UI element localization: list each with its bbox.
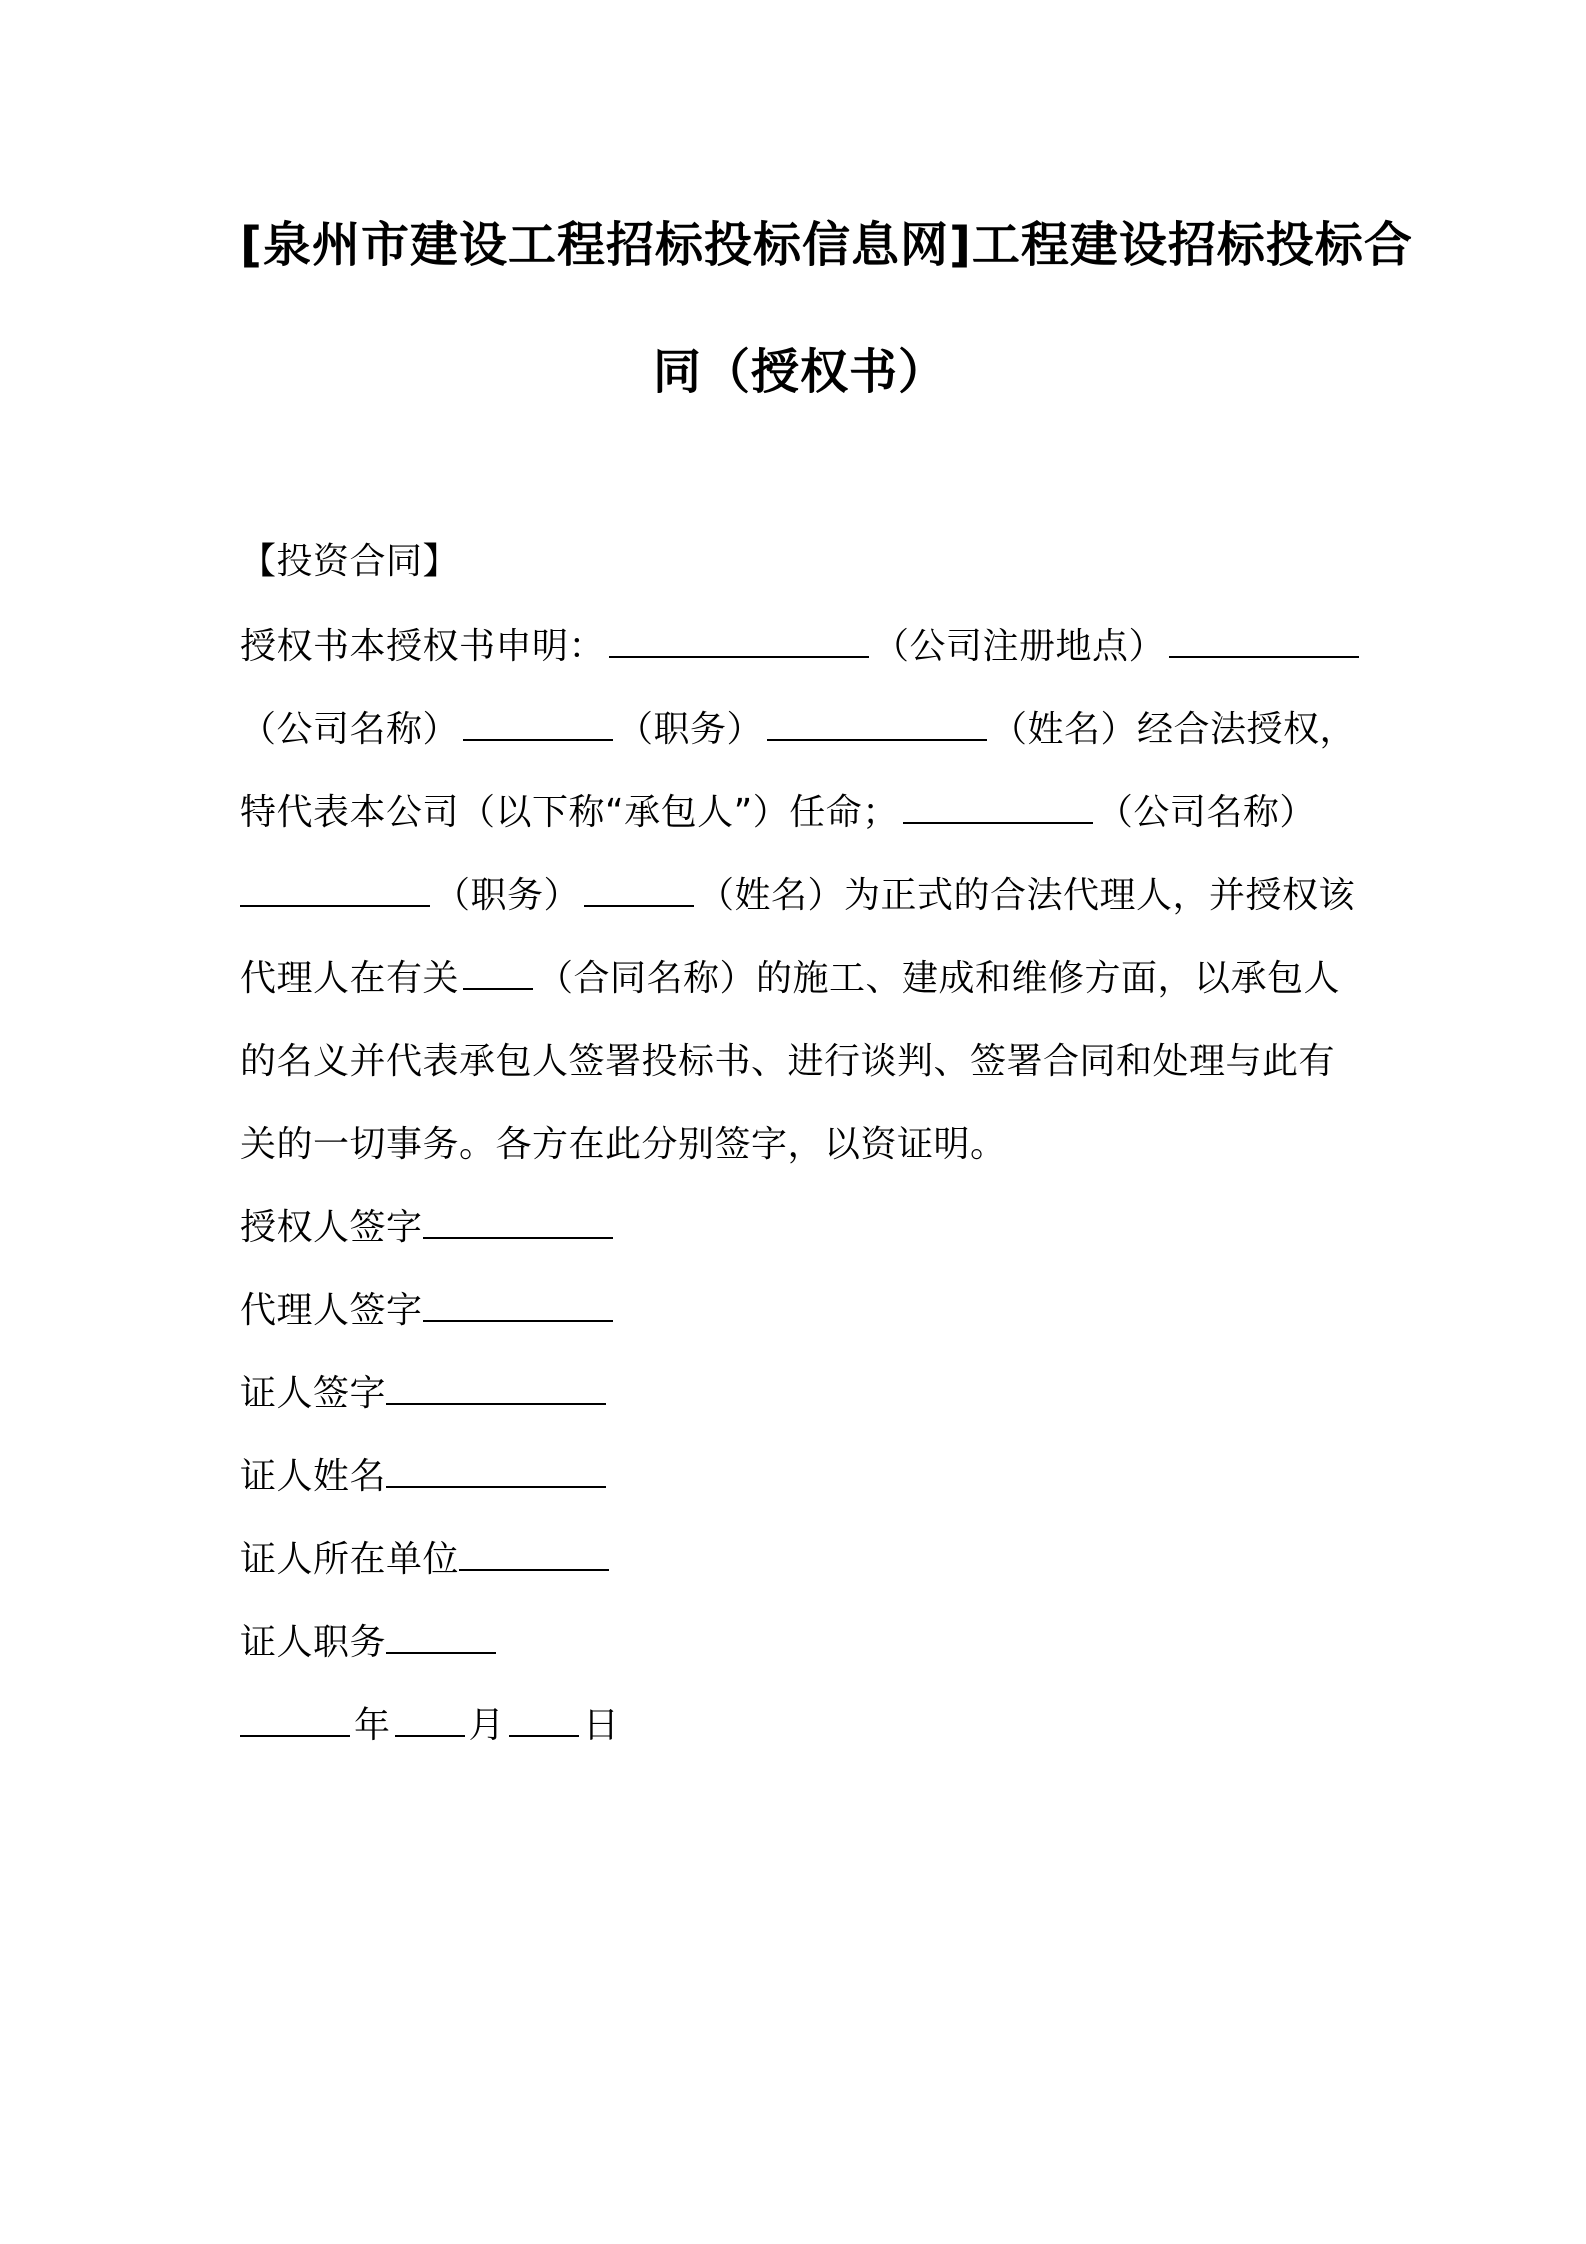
document-title-line-1: [泉州市建设工程招标投标信息网]工程建设招标投标合 xyxy=(240,217,1413,273)
witness-unit-label: 证人所在单位 xyxy=(240,1539,460,1580)
witness-signature-label: 证人签字 xyxy=(240,1373,387,1414)
agent-signature-label: 代理人签字 xyxy=(240,1290,423,1331)
text-segment: （公司名称） xyxy=(1096,792,1316,833)
witness-name-line xyxy=(240,1455,1360,1499)
paragraph-line-3 xyxy=(240,791,1360,835)
blank-name-2[interactable] xyxy=(584,875,694,907)
witness-unit-line xyxy=(240,1538,1360,1582)
blank-name-1[interactable] xyxy=(767,709,987,741)
date-line xyxy=(240,1704,1360,1748)
text-segment: （姓名）经合法授权， xyxy=(991,709,1357,750)
text-segment: 授权书本授权书申明： xyxy=(240,626,606,667)
day-blank[interactable] xyxy=(509,1705,579,1737)
witness-title-line xyxy=(240,1621,1360,1665)
text-segment: （职务） xyxy=(434,875,581,916)
text-segment: （公司注册地点） xyxy=(873,626,1166,667)
month-blank[interactable] xyxy=(395,1705,465,1737)
agent-signature-blank[interactable] xyxy=(423,1290,613,1322)
month-label: 月 xyxy=(468,1705,506,1746)
day-label: 日 xyxy=(583,1705,620,1746)
text-segment: （姓名）为正式的合法代理人，并授权该 xyxy=(698,875,1356,916)
year-blank[interactable] xyxy=(240,1705,350,1737)
witness-title-blank[interactable] xyxy=(386,1622,496,1654)
witness-signature-line xyxy=(240,1372,1360,1416)
document-title-line-2: 同（授权书） xyxy=(652,344,947,400)
text-segment: （合同名称）的施工、建成和维修方面，以承包人 xyxy=(537,958,1341,999)
year-label: 年 xyxy=(354,1705,391,1746)
blank-company-address[interactable] xyxy=(609,626,869,658)
text-segment: （职务） xyxy=(617,709,764,750)
witness-signature-blank[interactable] xyxy=(386,1373,606,1405)
text-segment: 特代表本公司（以下称“承包人”）任命； xyxy=(240,792,899,833)
authorizer-signature-line xyxy=(240,1206,1360,1250)
blank-position-2[interactable] xyxy=(240,875,430,907)
paragraph-line-1 xyxy=(240,625,1360,669)
witness-name-blank[interactable] xyxy=(386,1456,606,1488)
witness-title-label: 证人职务 xyxy=(240,1622,387,1663)
blank-position-1[interactable] xyxy=(463,709,613,741)
witness-name-label: 证人姓名 xyxy=(240,1456,387,1497)
blank-contract-name[interactable] xyxy=(463,958,533,990)
paragraph-line-4 xyxy=(240,874,1360,918)
text-segment: （公司名称） xyxy=(240,709,460,750)
agent-signature-line xyxy=(240,1289,1360,1333)
section-label: 【投资合同】 xyxy=(240,541,460,582)
paragraph-line-6: 的名义并代表承包人签署投标书、进行谈判、签署合同和处理与此有 xyxy=(240,1041,1336,1082)
blank-company-name-2[interactable] xyxy=(903,792,1093,824)
paragraph-line-2 xyxy=(240,708,1360,752)
text-segment: 代理人在有关 xyxy=(240,958,460,999)
authorizer-signature-blank[interactable] xyxy=(423,1207,613,1239)
paragraph-line-5 xyxy=(240,957,1360,1001)
authorizer-signature-label: 授权人签字 xyxy=(240,1207,423,1248)
paragraph-line-7: 关的一切事务。各方在此分别签字，以资证明。 xyxy=(240,1124,1007,1165)
blank-company-name-1[interactable] xyxy=(1169,626,1359,658)
witness-unit-blank[interactable] xyxy=(459,1539,609,1571)
